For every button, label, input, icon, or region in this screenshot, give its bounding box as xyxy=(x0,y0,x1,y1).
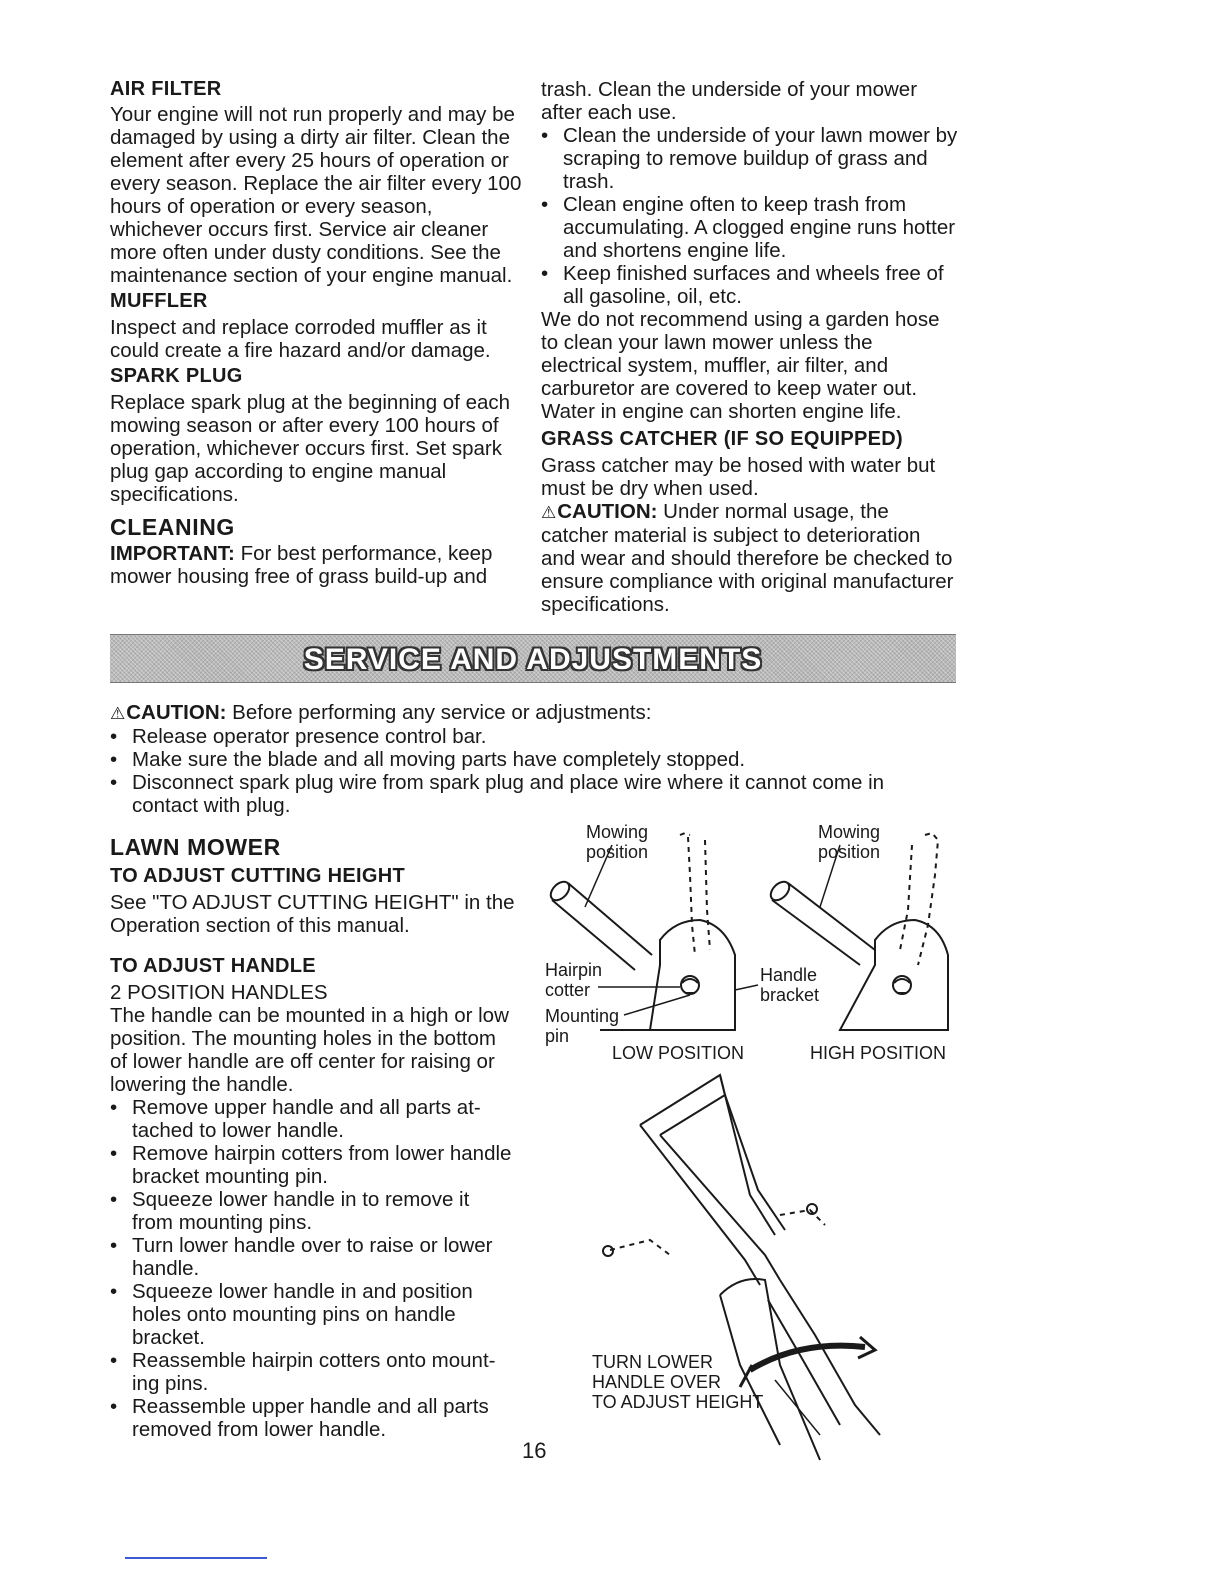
handle-heading: TO ADJUST HANDLE xyxy=(110,955,316,977)
handle-bracket-label: Handle bracket xyxy=(760,965,820,1005)
important-paragraph xyxy=(110,542,522,588)
spark-plug-heading: SPARK PLUG xyxy=(110,365,243,387)
service-caution-bullets xyxy=(110,725,950,817)
service-caution-text: Before performing any service or adjustments: xyxy=(232,701,652,724)
service-caution-label: CAUTION: xyxy=(126,701,227,724)
catcher-caution xyxy=(541,500,959,616)
list-item: • Turn lower handle over to raise or lower handle. xyxy=(110,1234,515,1280)
list-item: • Squeeze lower handle in to remove it from mounting pins. xyxy=(110,1188,515,1234)
list-item: • Release operator presence control bar. xyxy=(110,725,950,748)
service-caution-line xyxy=(110,701,950,725)
low-position-label: LOW POSITION xyxy=(612,1043,745,1063)
section-banner xyxy=(110,634,956,683)
list-item: • Keep finished surfaces and wheels free of all gasoline, oil, etc. xyxy=(541,262,959,308)
high-position-label: HIGH POSITION xyxy=(810,1043,947,1063)
mowing-position-label-high: Mowing position xyxy=(818,822,881,862)
bottom-rule xyxy=(125,1557,267,1559)
cutting-height-text: See "TO ADJUST CUTTING HEIGHT" in the Operation section of this manual. xyxy=(110,891,515,937)
list-item: • Reassemble upper handle and all parts removed from lower handle. xyxy=(110,1395,515,1441)
mounting-pin-label: Mounting pin xyxy=(545,1006,620,1046)
handle-text: The handle can be mounted in a high or low position. The mounting holes in the bottom of lower handle are off center for raising or lowering the handle. xyxy=(110,1004,509,1096)
banner-title: SERVICE AND ADJUSTMENTS xyxy=(303,643,763,676)
list-item: • Remove hairpin cotters from lower handle bracket mounting pin. xyxy=(110,1142,515,1188)
list-item: • Clean the underside of your lawn mower by scraping to remove buildup of grass and trash. xyxy=(541,124,959,193)
grass-catcher-heading: GRASS CATCHER (IF SO EQUIPPED) xyxy=(541,428,903,450)
lawn-mower-heading: LAWN MOWER xyxy=(110,834,281,860)
air-filter-heading: AIR FILTER xyxy=(110,78,222,100)
list-item: • Disconnect spark plug wire from spark plug and place wire where it cannot come in contact with plug. xyxy=(110,771,950,817)
handle-bullets xyxy=(110,1096,515,1441)
hairpin-cotter-label: Hairpin cotter xyxy=(545,960,603,1000)
grass-catcher-text: Grass catcher may be hosed with water but must be dry when used. xyxy=(541,454,936,500)
mowing-position-label-low: Mowing position xyxy=(586,822,649,862)
cleaning-continued: trash. Clean the underside of your mower after each use. xyxy=(541,78,918,124)
warning-triangle-icon: ⚠ xyxy=(541,503,557,522)
handle-subheading: 2 POSITION HANDLES xyxy=(110,981,328,1004)
important-text: For best performance, keep mower housing free of grass build-up and xyxy=(110,542,493,588)
muffler-text: Inspect and replace corroded muffler as it could create a fire hazard and/or damage. xyxy=(110,316,491,362)
left-column xyxy=(110,78,522,588)
cleaning-bullets xyxy=(541,124,959,308)
caution-label: CAUTION: xyxy=(557,500,658,523)
muffler-heading: MUFFLER xyxy=(110,290,208,312)
garden-hose-text: We do not recommend using a garden hose to clean your lawn mower unless the electrical system, muffler, air filter, and carburetor are covered to keep water out. Water in engine can shorten engine life. xyxy=(541,308,940,423)
list-item: • Remove upper handle and all parts at-tached to lower handle. xyxy=(110,1096,515,1142)
service-caution xyxy=(110,701,950,817)
list-item: • Squeeze lower handle in and position holes onto mounting pins on handle bracket. xyxy=(110,1280,515,1349)
right-column xyxy=(541,78,959,616)
turn-lower-handle-label: TURN LOWER HANDLE OVER TO ADJUST HEIGHT xyxy=(592,1352,764,1412)
air-filter-text: Your engine will not run properly and may be damaged by using a dirty air filter. Clean the element after every 25 hours of operation or every season. Replace the air filter every 100 hours of operation or every season, whichever occurs first. Service air cleaner more often under dusty conditions. See the maintenance section of your engine manual. xyxy=(110,103,522,287)
important-label: IMPORTANT: xyxy=(110,542,235,565)
list-item: • Clean engine often to keep trash from accumulating. A clogged engine runs hotter and shortens engine life. xyxy=(541,193,959,262)
list-item: • Reassemble hairpin cotters onto mount-ing pins. xyxy=(110,1349,515,1395)
caution-text: Under normal usage, the catcher material is subject to deterioration and wear and should therefore be checked to ensure compliance with original manufacturer specifications. xyxy=(541,500,954,616)
lawn-mower-section xyxy=(110,836,515,1441)
page-number: 16 xyxy=(522,1438,547,1463)
warning-triangle-icon: ⚠ xyxy=(110,704,126,723)
cutting-height-heading: TO ADJUST CUTTING HEIGHT xyxy=(110,865,405,887)
list-item: • Make sure the blade and all moving parts have completely stopped. xyxy=(110,748,950,771)
cleaning-heading: CLEANING xyxy=(110,514,235,540)
spark-plug-text: Replace spark plug at the beginning of each mowing season or after every 100 hours of operation, whichever occurs first. Set spark plug gap according to engine manual specifications. xyxy=(110,391,511,506)
